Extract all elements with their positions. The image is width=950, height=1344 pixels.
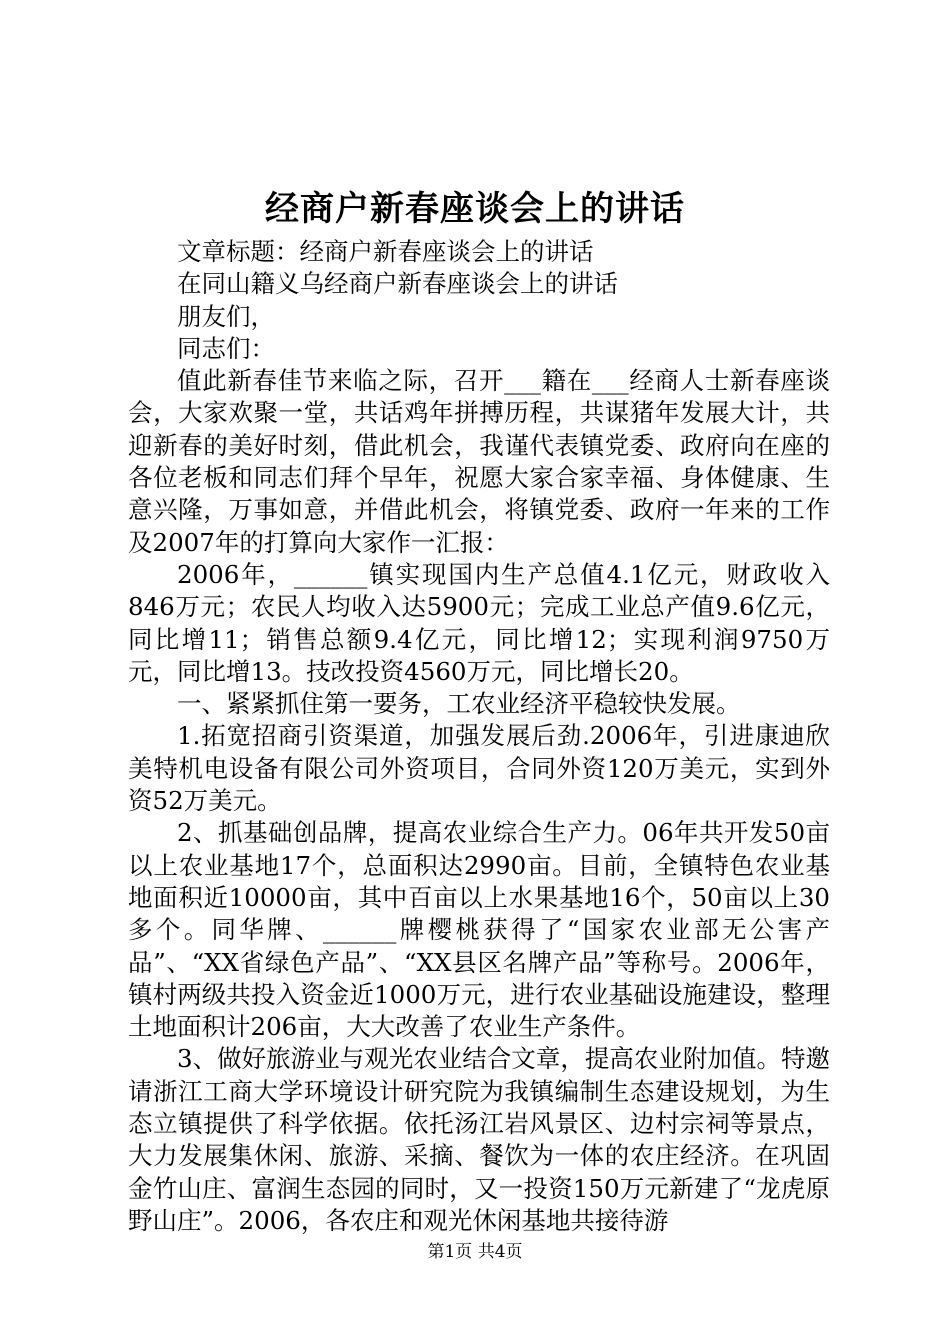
article-title-line: 文章标题：经商户新春座谈会上的讲话: [177, 237, 594, 266]
paragraph-intro: 值此新春佳节来临之际，召开___籍在___经商人士新春座谈会，大家欢聚一堂，共话鸡年拼搏历程，共谋猪年发展大计，共迎新春的美好时刻，借此机会，我谨代表镇党委、政府向在座的各位老板和同志们拜个早年，祝愿大家合家幸福、身体健康、生意兴隆，万事如意，并借此机会，将镇党委、政府一年来的工作及2007年的打算向大家作一汇报：: [128, 366, 830, 557]
document-body: [128, 236, 830, 1237]
section-heading-1: 一、紧紧抓住第一要务，工农业经济平稳较快发展。: [177, 689, 741, 719]
document-title: 经商户新春座谈会上的讲话: [265, 189, 685, 229]
paragraph-2006-summary: 2006年，______镇实现国内生产总值4.1亿元，财政收入846万元；农民人均收入达5900元；完成工业总产值9.6亿元，同比增11；销售总额9.4亿元，同比增12；实现利润9750万元，同比增13。技改投资4560万元，同比增长20。: [128, 559, 830, 686]
salutation-friends: 朋友们，: [177, 301, 275, 331]
paragraph-tourism: 3、做好旅游业与观光农业结合文章，提高农业附加值。特邀请浙江工商大学环境设计研究院为我镇编制生态建设规划，为生态立镇提供了科学依据。依托汤江岩风景区、边村宗祠等景点，大力发展集休闲、旅游、采摘、餐饮为一体的农庄经济。在巩固金竹山庄、富润生态园的同时，又一投资150万元新建了“龙虎原野山庄”。2006，各农庄和观光休闲基地共接待游: [128, 1044, 830, 1235]
salutation-comrades: 同志们：: [177, 333, 275, 363]
page-footer: 第1页 共4页: [427, 1242, 523, 1262]
paragraph-agriculture: 2、抓基础创品牌，提高农业综合生产力。06年共开发50亩以上农业基地17个，总面积达2990亩。目前，全镇特色农业基地面积近10000亩，其中百亩以上水果基地16个，50亩以上30多个。同华牌、______牌樱桃获得了“国家农业部无公害产品”、“XX省绿色产品”、“XX县区名牌产品”等称号。2006年，镇村两级共投入资金近1000万元，进行农业基础设施建设，整理土地面积计206亩，大大改善了农业生产条件。: [128, 818, 830, 1042]
paragraph-investment: 1.拓宽招商引资渠道，加强发展后劲.2006年，引进康迪欣美特机电设备有限公司外资项目，合同外资120万美元，实到外资52万美元。: [128, 721, 830, 816]
speech-title-line: 在同山籍义乌经商户新春座谈会上的讲话: [177, 269, 618, 299]
